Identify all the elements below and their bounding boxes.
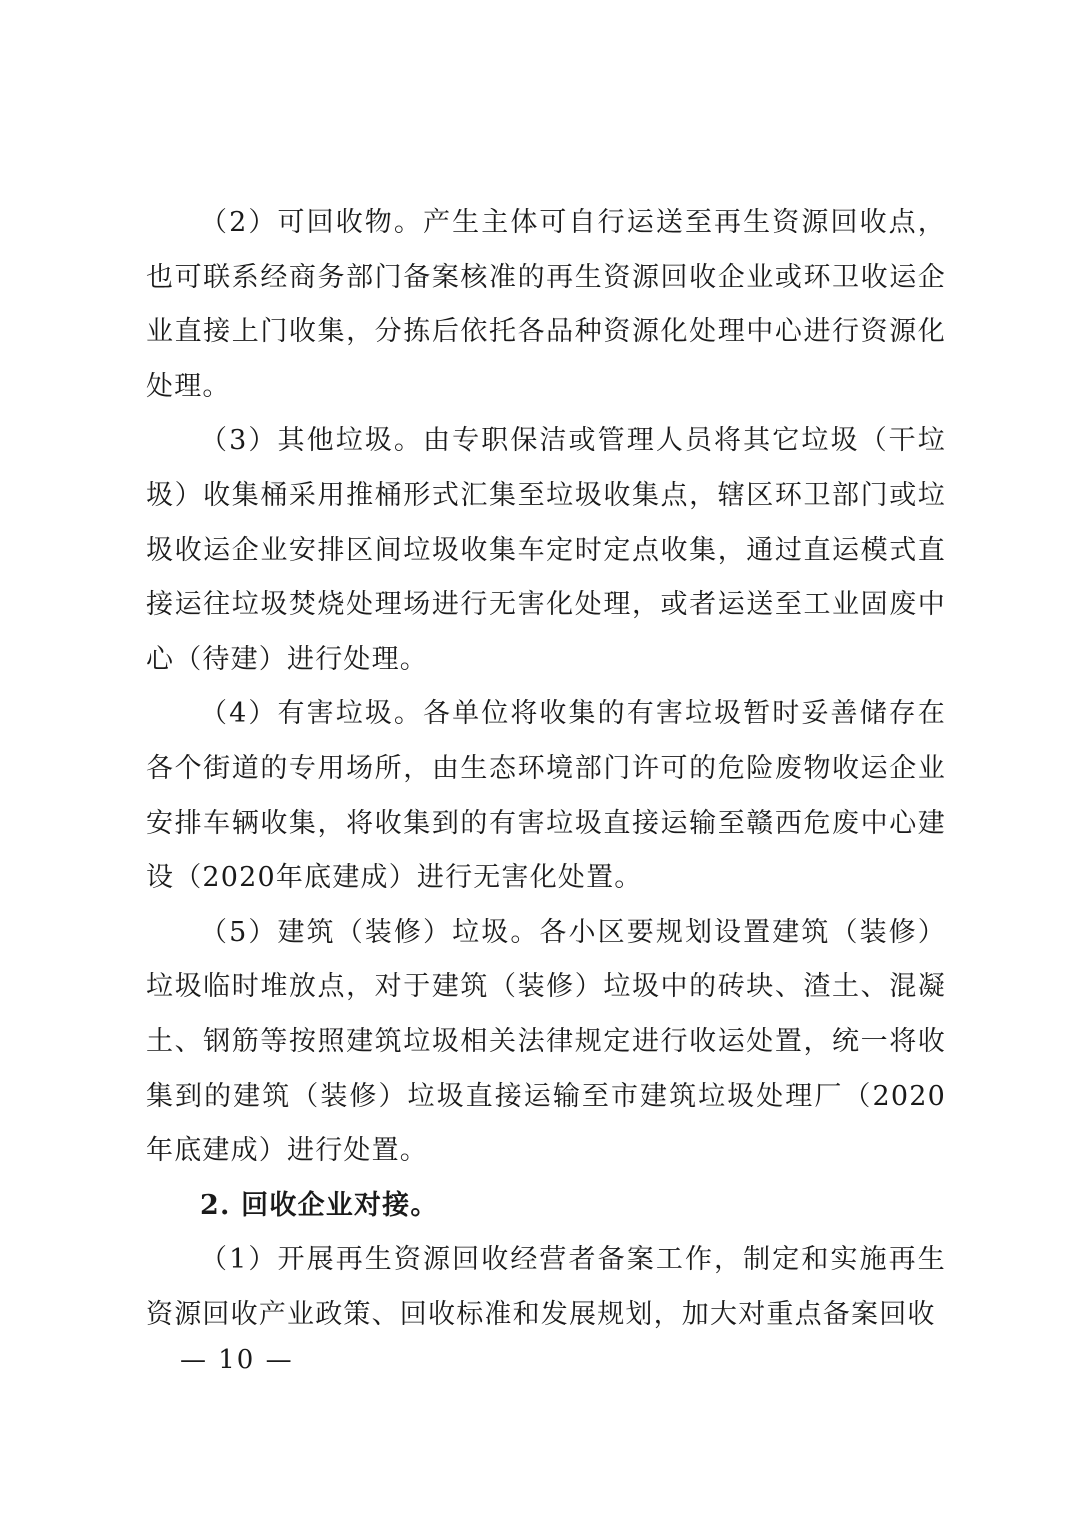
paragraph-construction-waste: （5）建筑（装修）垃圾。各小区要规划设置建筑（装修）垃圾临时堆放点，对于建筑（装修）垃圾中的砖块、渣土、混凝土、钢筋等按照建筑垃圾相关法律规定进行收运处置，统一将收集到的建筑（装修）垃圾直接运输至市建筑垃圾处理厂（2020年底建成）进行处置。 (146, 916, 946, 1167)
page-number: — 10 — (180, 1345, 294, 1375)
paragraph-other-waste: （3）其他垃圾。由专职保洁或管理人员将其它垃圾（干垃圾）收集桶采用推桶形式汇集至垃圾收集点，辖区环卫部门或垃圾收运企业安排区间垃圾收集车定时定点收集，通过直运模式直接运往垃圾焚烧处理场进行无害化处理，或者运送至工业固废中心（待建）进行处理。 (146, 425, 946, 675)
paragraph-recyclables: （2）可回收物。产生主体可自行运送至再生资源回收点，也可联系经商务部门备案核准的再生资源回收企业或环卫收运企业直接上门收集，分拣后依托各品种资源化处理中心进行资源化处理。 (146, 207, 946, 402)
paragraph-hazardous-waste: （4）有害垃圾。各单位将收集的有害垃圾暂时妥善储存在各个街道的专用场所，由生态环境部门许可的危险废物收运企业安排车辆收集，将收集到的有害垃圾直接运输至赣西危废中心建设（2020年底建成）进行无害化处置。 (146, 698, 946, 894)
section-heading: 2. 回收企业对接。 (200, 1189, 439, 1221)
document-body (146, 196, 946, 1342)
paragraph-recycler-registration: （1）开展再生资源回收经营者备案工作，制定和实施再生资源回收产业政策、回收标准和发展规划，加大对重点备案回收 (146, 1244, 946, 1330)
